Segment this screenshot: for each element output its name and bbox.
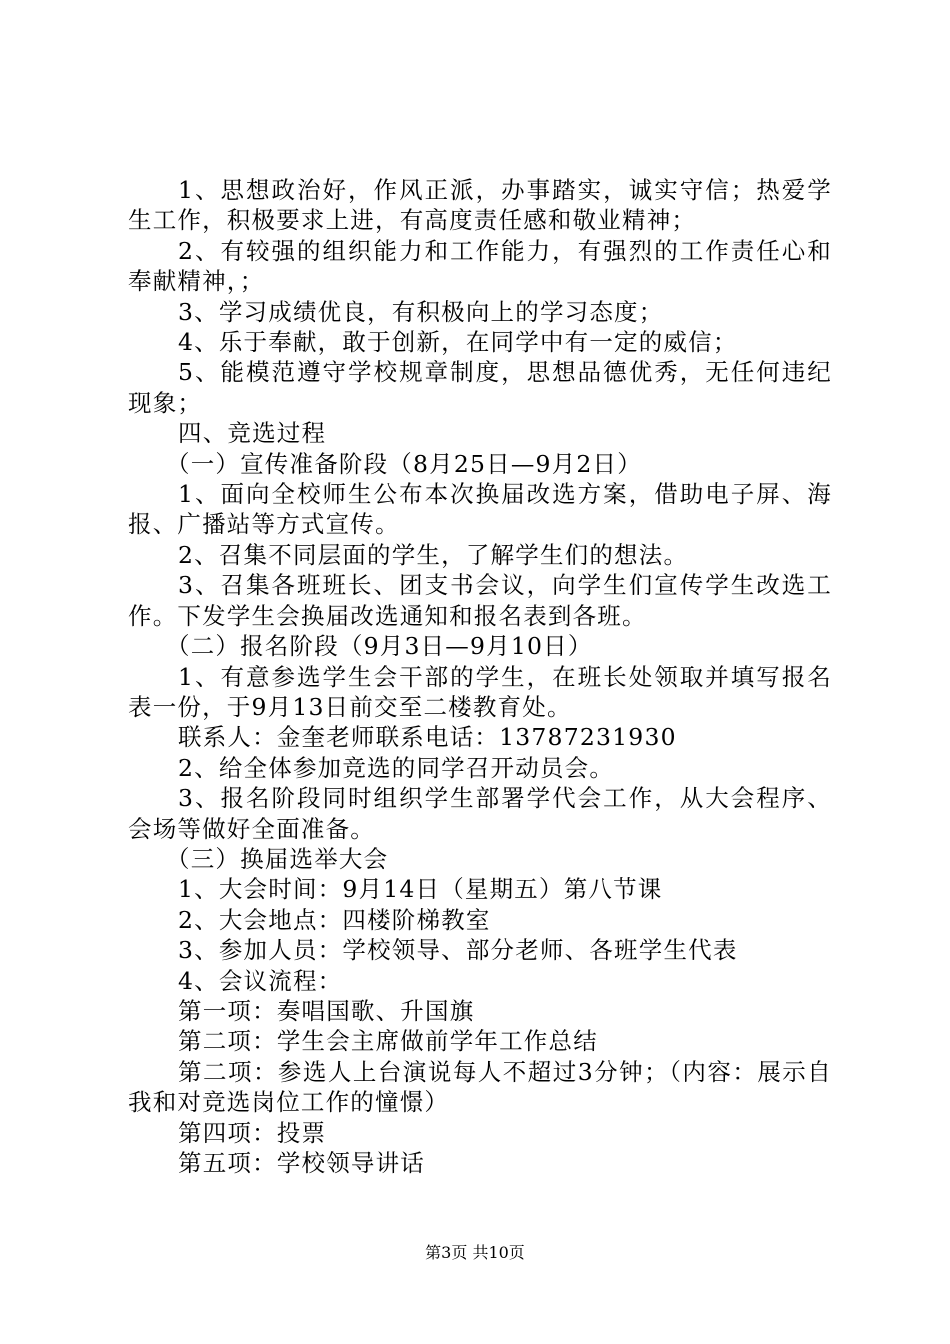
paragraph-registration-1: 1、有意参选学生会干部的学生，在班长处领取并填写报名表一份，于9月13日前交至二楼教育处。 <box>128 662 832 721</box>
paragraph-publicity-3: 3、召集各班班长、团支书会议，向学生们宣传学生改选工作。下发学生会换届改选通知和报名表到各班。 <box>128 571 832 630</box>
paragraph-publicity-2: 2、召集不同层面的学生，了解学生们的想法。 <box>178 540 689 569</box>
paragraph-registration-3: 3、报名阶段同时组织学生部署学代会工作，从大会程序、会场等做好全面准备。 <box>128 784 832 843</box>
paragraph-meeting-place: 2、大会地点：四楼阶梯教室 <box>178 905 491 934</box>
paragraph-criteria-3: 3、学习成绩优良，有积极向上的学习态度； <box>178 297 664 326</box>
paragraph-criteria-5: 5、能模范遵守学校规章制度，思想品德优秀，无任何违纪现象； <box>128 358 832 417</box>
paragraph-criteria-1: 1、思想政治好，作风正派，办事踏实，诚实守信；热爱学生工作，积极要求上进，有高度责任感和敬业精神； <box>128 176 832 235</box>
subsection-heading-election-meeting: （三）换届选举大会 <box>166 844 389 873</box>
agenda-item-2: 第二项：学生会主席做前学年工作总结 <box>178 1027 598 1056</box>
paragraph-registration-2: 2、给全体参加竞选的同学召开动员会。 <box>178 753 615 782</box>
paragraph-publicity-1: 1、面向全校师生公布本次换届改选方案，借助电子屏、海报、广播站等方式宣传。 <box>128 480 832 539</box>
agenda-item-5: 第五项：学校领导讲话 <box>178 1149 425 1177</box>
agenda-item-4: 第四项：投票 <box>178 1118 327 1147</box>
paragraph-meeting-agenda: 4、会议流程： <box>178 966 343 995</box>
paragraph-contact: 联系人：金奎老师联系电话：13787231930 <box>178 723 677 752</box>
agenda-item-1: 第一项：奏唱国歌、升国旗 <box>178 996 475 1025</box>
document-body <box>128 175 832 1178</box>
section-heading-election-process: 四、竞选过程 <box>178 419 327 448</box>
paragraph-meeting-time: 1、大会时间：9月14日（星期五）第八节课 <box>178 875 663 904</box>
paragraph-criteria-4: 4、乐于奉献，敢于创新，在同学中有一定的威信； <box>178 328 738 357</box>
paragraph-meeting-attendees: 3、参加人员：学校领导、部分老师、各班学生代表 <box>178 936 738 965</box>
paragraph-criteria-2: 2、有较强的组织能力和工作能力，有强烈的工作责任心和奉献精神，； <box>128 236 832 296</box>
page-footer: 第3页 共10页 <box>425 1243 525 1262</box>
subsection-heading-registration: （二）报名阶段（9月3日—9月10日） <box>166 632 593 661</box>
subsection-heading-publicity: （一）宣传准备阶段（8月25日—9月2日） <box>166 449 642 478</box>
agenda-item-3: 第二项：参选人上台演说每人不超过3分钟；（内容：展示自我和对竞选岗位工作的憧憬） <box>128 1057 832 1117</box>
